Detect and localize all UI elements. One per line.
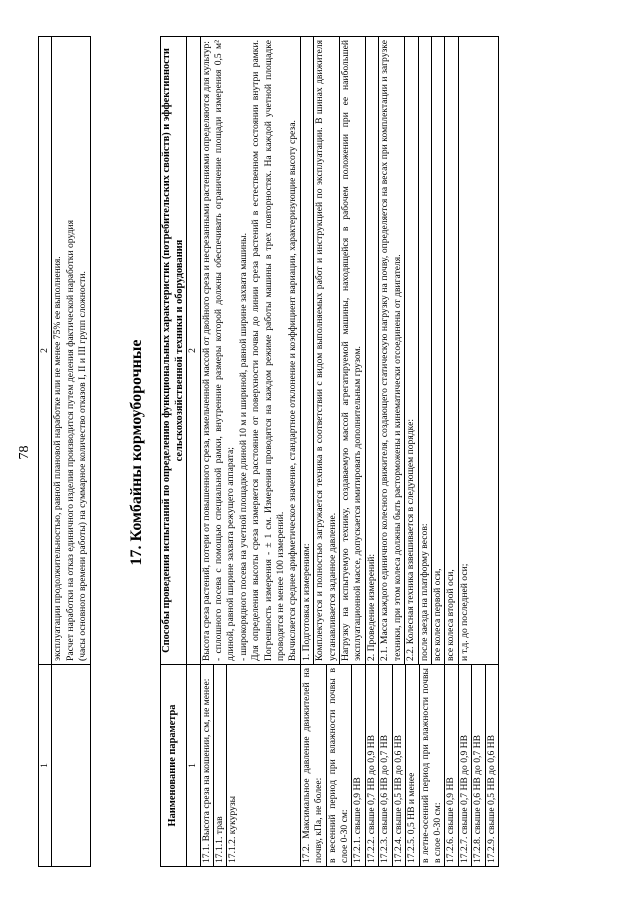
method-cell-17-1 [200,37,300,665]
parameter-name: 17.1. Высота среза на кошении, см, не менее: [200,678,212,863]
method-text: 2. Проведение измерений: [365,37,378,664]
section-title: 17. Комбайны кормоуборочные [128,339,145,566]
top-continuation-table [38,36,91,867]
methods-table [160,36,499,867]
parameter-name: 17.2.7. свыше 0,7 НВ до 0,9 НВ [458,665,471,866]
method-text: Высота среза растений, потери от повышенного среза, измельченной массой от двойного среза и несрезанными растениями определяются для культур: [200,41,212,661]
method-text: Вычисляется среднее арифметическое значение, стандартное отклонение и коэффициент вариации, характеризующие высоту среза. [287,120,299,661]
table-row [300,37,498,867]
parameter-cell-17-1 [200,665,300,867]
method-text: - широкорядного посева на учетной площадке длиной 10 м и шириной, равной ширине захвата машины. [237,233,249,661]
method-text: Комплектуется и полностью загружается техника в соответствии с видом выполняемых работ и инструкцией по эксплуатации. В шинах движителя устанавливается заданное давление. [313,37,339,664]
parameter-name: 17.2.6. свыше 0,9 НВ [444,665,457,866]
continuation-text [52,37,90,665]
column-number-2: 2 [187,37,200,665]
column-number-1: 1 [39,665,52,867]
method-text: и т.д. до последней оси; [458,37,471,664]
parameter-name: в весенний период при влажности почвы в слое 0-30 см: [326,665,352,866]
page-number: 78 [17,445,32,460]
method-text: Нагрузку на испытуемую технику, создаваемую массой агрегатируемой машины, находящейся в рабочем положении при ее наибольшей эксплуатационной массе, допускается имитировать дополнительным грузом. [339,37,365,664]
parameter-name: 17.2.9. свыше 0,5 НВ до 0,6 НВ [485,665,498,866]
method-text: 2.1. Масса каждого единичного колесного движителя, создающего статическую нагрузку на почву, определяется на весах при комплектации и загрузке техники, при этом колеса должны быть расторможены и кинематически отсоединены от двигателя. [378,37,404,664]
method-text: Для определения высоты среза измеряется расстояние от поверхности почвы до линии среза растений в естественном состоянии внутри рамки. Погрешность измерения - ± 1 см. Измерения проводятся на каждом режиме работы машины в трех повторностях. На каждой учетной площадке проводятся не менее 100 измерений. [250,40,287,661]
parameter-name: 17.1.1. трав [213,665,226,866]
parameter-name: в летне-осенний период при влажности почвы в слое 0-30 см: [419,665,445,866]
column-number-1: 1 [187,665,200,867]
method-text: - сплошного посева с помощью специальной рамки, внутренние размеры которой должны обеспечивать ограничение площади измерения 0,5 м² длиной, равной ширине захвата режущего аппарата; [213,40,237,661]
parameter-cell-17-2 [300,665,498,867]
method-text: 2.2. Колесная техника взвешивается в следующем порядке: [404,37,417,664]
empty-cell [52,665,90,867]
header-test-methods: Способы проведения испытаний по определению функциональных характеристик (потребительских свойств) и эффективности сельскохозяйственной техники и оборудования [161,37,187,665]
text-line: Расчет наработки на отказ единичного изделия производится путем деления фактической наработки орудия [64,219,76,661]
parameter-name: 17.2.5. 0,5 НВ и менее [405,665,418,866]
header-parameter-name: Наименование параметра [161,665,187,867]
method-cell-17-2 [300,37,498,665]
text-line: эксплуатации продолжительностью, равной плановой наработке или не менее 75% ее выполнения. [52,256,64,661]
table-row [200,37,300,867]
method-text: все колеса второй оси, [444,37,457,664]
text-line: (часы основного времени работы) на суммарное количество отказов I, II и III групп сложности. [77,271,89,661]
parameter-name: 17.2.3. свыше 0,6 НВ до 0,7 НВ [378,665,391,866]
parameter-name: 17.2.2. свыше 0,7 НВ до 0,9 НВ [365,665,378,866]
parameter-name: 17.2. Максимальное давление движителей на почву, кПа, не более: [300,668,325,863]
method-text: все колеса первой оси, [431,37,444,664]
column-number-2: 2 [39,37,52,665]
parameter-name: 17.2.8. свыше 0,6 НВ до 0,7 НВ [471,665,484,866]
parameter-name: 17.1.2. кукурузы [226,665,239,866]
parameter-name: 17.2.1. свыше 0,9 НВ [351,665,364,866]
method-text: после заезда на платформу весов: [418,37,431,664]
parameter-name: 17.2.4. свыше 0,5 НВ до 0,6 НВ [392,665,405,866]
method-text: 1. Подготовка к измерениям: [300,543,312,661]
